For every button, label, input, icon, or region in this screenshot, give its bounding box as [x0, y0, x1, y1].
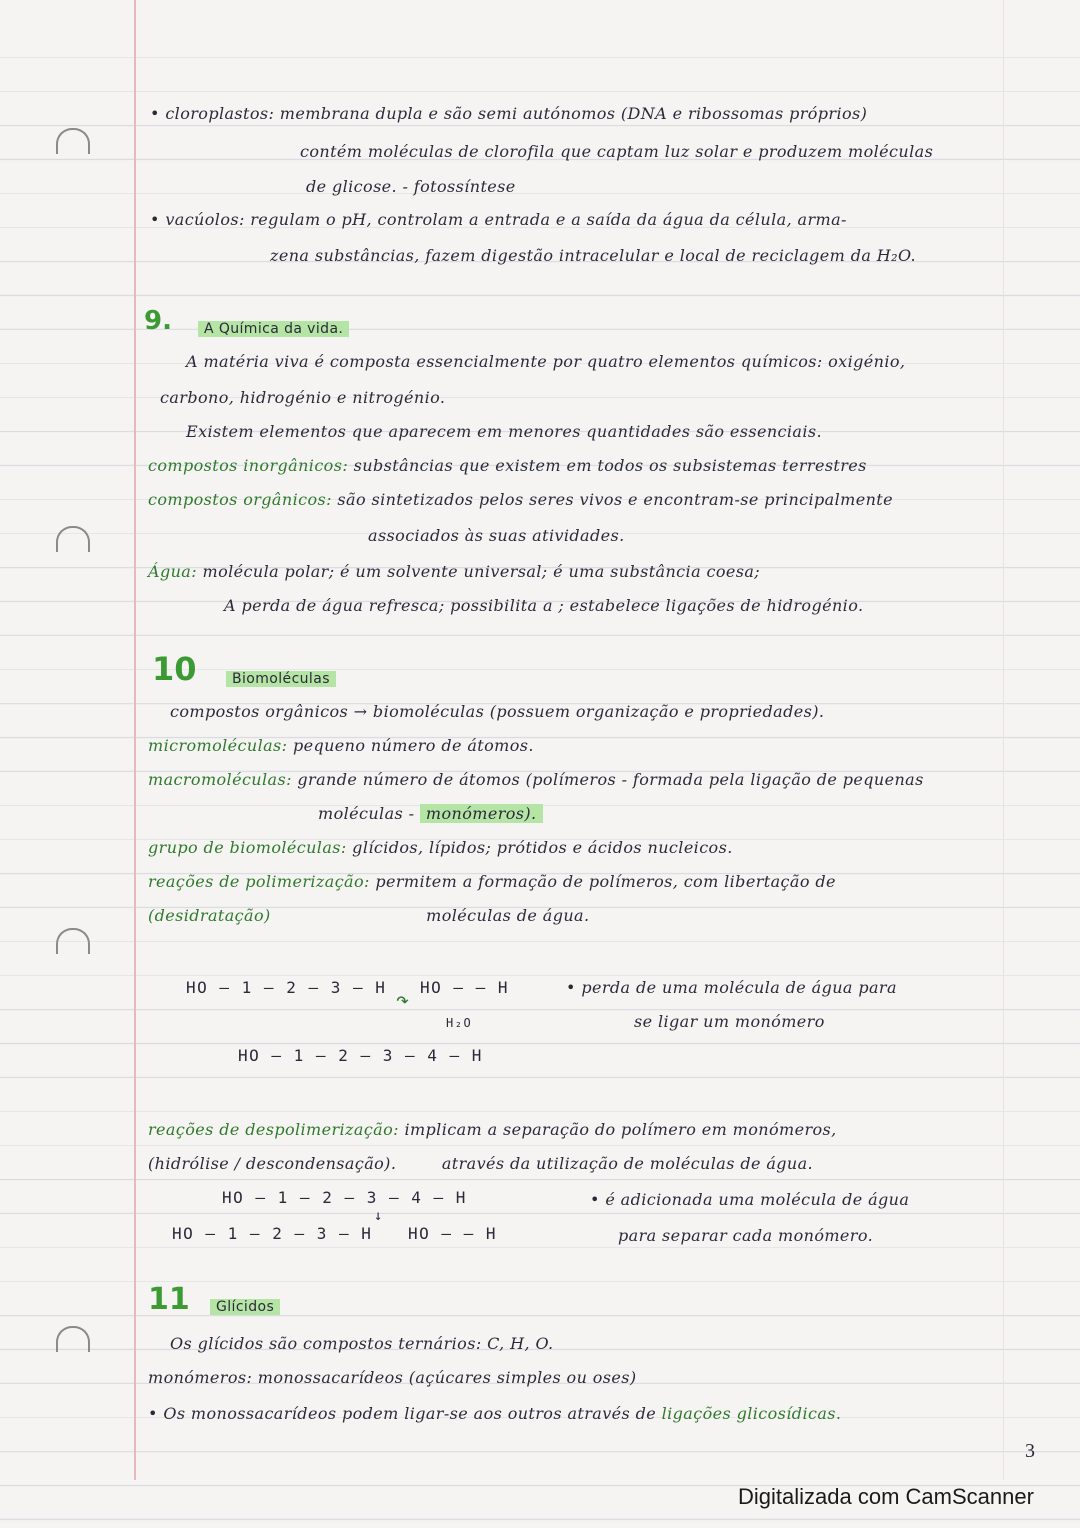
scanner-watermark: Digitalizada com CamScanner: [738, 1484, 1034, 1509]
note-line: A matéria viva é composta essencialmente por quatro elementos químicos: oxigénio,: [186, 352, 906, 371]
note-line: • vacúolos: regulam o pH, controlam a entrada e a saída da água da célula, arma-: [150, 210, 847, 229]
note-line: micromoléculas: pequeno número de átomos.: [148, 736, 534, 755]
note-line: compostos orgânicos: são sintetizados pelos seres vivos e encontram-se principalmente: [148, 490, 893, 509]
page-number: 3: [1025, 1440, 1035, 1462]
arrow-down-icon: ↓: [374, 1208, 384, 1224]
formula: HO — 1 — 2 — 3 — 4 — H: [222, 1188, 467, 1207]
formula: HO — — H: [420, 978, 510, 997]
note-line: monómeros: monossacarídeos (açúcares simples ou oses): [148, 1368, 637, 1387]
margin-line: [134, 0, 136, 1480]
note-line: A perda de água refresca; possibilita a ; estabelece ligações de hidrogénio.: [224, 596, 864, 615]
section-number: 11: [148, 1282, 190, 1317]
binder-hole-icon: [56, 1326, 90, 1352]
note-line: Os glícidos são compostos ternários: C, H, O.: [170, 1334, 554, 1353]
note-line: para separar cada monómero.: [618, 1226, 874, 1245]
note-line: Água: molécula polar; é um solvente universal; é uma substância coesa;: [148, 562, 761, 581]
binder-hole-icon: [56, 928, 90, 954]
note-line: zena substâncias, fazem digestão intracelular e local de reciclagem da H₂O.: [270, 246, 917, 265]
note-line: (desidratação) moléculas de água.: [148, 906, 590, 925]
binder-hole-icon: [56, 526, 90, 552]
section-number: 9.: [144, 306, 172, 336]
formula: HO — — H: [408, 1224, 498, 1243]
note-line: carbono, hidrogénio e nitrogénio.: [160, 388, 446, 407]
note-line: • perda de uma molécula de água para: [566, 978, 897, 997]
note-line: de glicose. - fotossíntese: [306, 177, 516, 196]
note-line: • é adicionada uma molécula de água: [590, 1190, 910, 1209]
note-line: macromoléculas: grande número de átomos (polímeros - formada pela ligação de pequenas: [148, 770, 924, 789]
formula: HO — 1 — 2 — 3 — H: [186, 978, 387, 997]
note-line: (hidrólise / descondensação). através da utilização de moléculas de água.: [148, 1154, 814, 1173]
formula-water: H₂O: [446, 1016, 473, 1030]
note-line: • Os monossacarídeos podem ligar-se aos outros através de ligações glicosídicas.: [148, 1404, 842, 1423]
reaction-arrow-icon: ↷: [396, 988, 411, 1013]
section-title: Biomoléculas: [226, 668, 336, 687]
note-line: contém moléculas de clorofila que captam luz solar e produzem moléculas: [300, 142, 934, 161]
note-line: reações de despolimerização: implicam a separação do polímero em monómeros,: [148, 1120, 837, 1139]
note-line: se ligar um monómero: [634, 1012, 825, 1031]
note-line: associados às suas atividades.: [368, 526, 625, 545]
note-line: grupo de biomoléculas: glícidos, lípidos; prótidos e ácidos nucleicos.: [148, 838, 733, 857]
note-line: reações de polimerização: permitem a formação de polímeros, com libertação de: [148, 872, 836, 891]
formula: HO — 1 — 2 — 3 — H: [172, 1224, 373, 1243]
section-title: Glícidos: [210, 1296, 280, 1315]
note-line: Existem elementos que aparecem em menores quantidades são essenciais.: [186, 422, 822, 441]
page-edge: [1003, 0, 1004, 1480]
formula: HO — 1 — 2 — 3 — 4 — H: [238, 1046, 483, 1065]
note-line: • cloroplastos: membrana dupla e são semi autónomos (DNA e ribossomas próprios): [150, 104, 868, 123]
note-line: moléculas - monómeros).: [318, 804, 543, 823]
section-title: A Química da vida.: [198, 318, 349, 337]
note-line: compostos orgânicos → biomoléculas (possuem organização e propriedades).: [170, 702, 825, 721]
section-number: 10: [152, 650, 197, 688]
note-line: compostos inorgânicos: substâncias que existem em todos os subsistemas terrestres: [148, 456, 867, 475]
binder-hole-icon: [56, 128, 90, 154]
